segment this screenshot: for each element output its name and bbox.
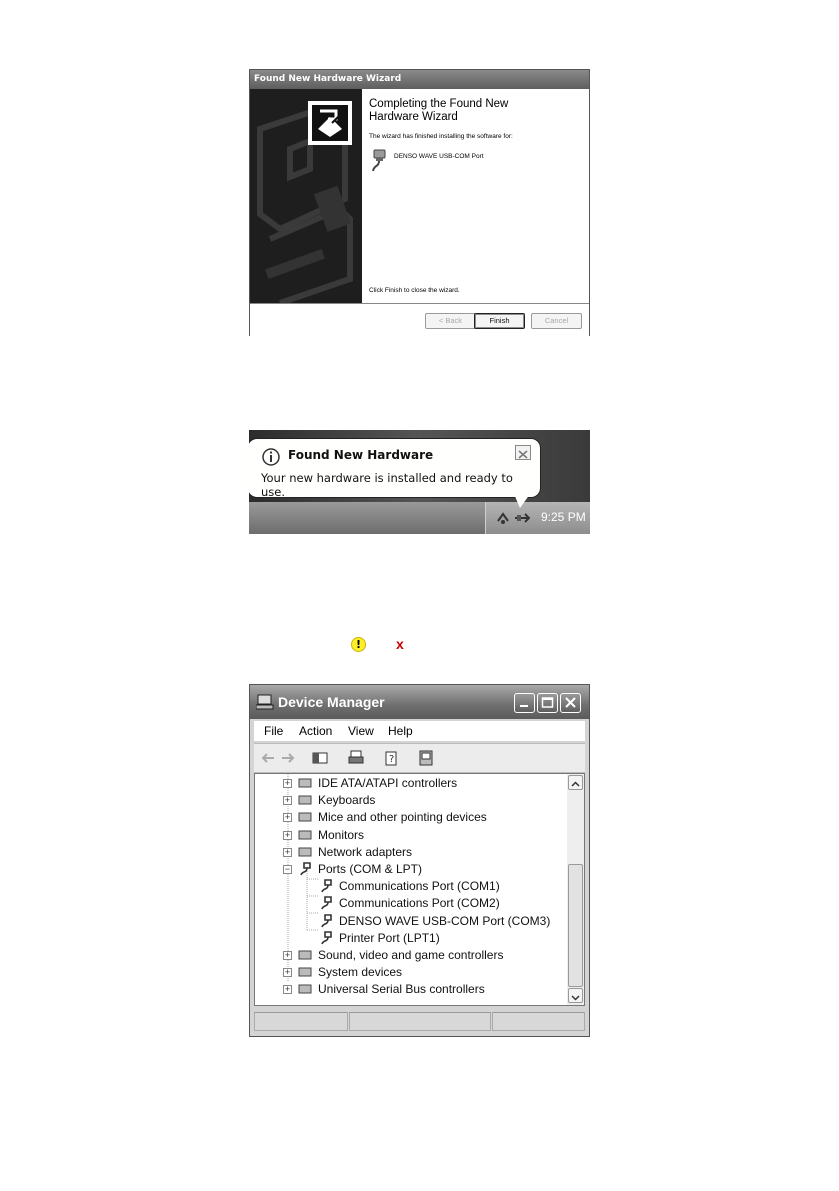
scroll-thumb[interactable]: [568, 864, 583, 987]
expand-collapse-toggle[interactable]: +: [284, 778, 291, 788]
menu-bar: [254, 721, 585, 741]
tree-item-label: Communications Port (COM2): [339, 896, 500, 911]
vertical-scrollbar[interactable]: [567, 774, 584, 1005]
wizard-button-bar: [250, 303, 589, 336]
toolbar: [254, 743, 585, 773]
wizard-device-name: DENSO WAVE USB-COM Port: [394, 153, 484, 160]
menu-view[interactable]: View: [348, 724, 374, 738]
minimize-button[interactable]: [514, 693, 535, 713]
finish-button[interactable]: Finish: [474, 313, 525, 329]
wizard-finish-hint: Click Finish to close the wizard.: [369, 287, 460, 294]
tree-category-item[interactable]: [255, 827, 565, 844]
usb-controller-icon: [297, 982, 313, 996]
close-icon: [516, 448, 530, 461]
svg-text:?: ?: [389, 754, 395, 765]
close-button[interactable]: [560, 693, 581, 713]
monitor-icon: [297, 828, 313, 842]
error-x-icon: x: [396, 636, 404, 652]
balloon-close-button[interactable]: [515, 445, 531, 460]
tree-category-item[interactable]: [255, 792, 565, 809]
expand-collapse-toggle[interactable]: +: [284, 846, 291, 857]
balloon-title: Found New Hardware: [288, 448, 434, 462]
ports-icon: [297, 862, 313, 876]
network-adapter-icon: [297, 845, 313, 859]
printer-port-icon: [318, 931, 334, 945]
tree-category-item[interactable]: [255, 844, 565, 861]
com-port-icon: [318, 896, 334, 910]
tree-category-item[interactable]: [255, 947, 565, 964]
show-hide-console-tree-icon[interactable]: [312, 750, 328, 766]
ide-controller-icon: [297, 776, 313, 790]
taskbar-notification-screenshot: [249, 430, 590, 534]
cancel-button[interactable]: Cancel: [531, 313, 582, 329]
tree-category-item[interactable]: [255, 775, 565, 792]
device-manager-title: Device Manager: [278, 694, 385, 710]
system-tray: [485, 502, 590, 534]
found-new-hardware-wizard-window: [249, 69, 590, 336]
back-arrow-icon[interactable]: [260, 750, 276, 766]
network-tray-icon[interactable]: [496, 511, 510, 525]
print-icon[interactable]: [348, 750, 364, 766]
notification-balloon[interactable]: [249, 438, 541, 498]
wizard-side-graphic: [250, 89, 362, 303]
tree-item-label: IDE ATA/ATAPI controllers: [318, 776, 458, 790]
menu-file[interactable]: File: [264, 724, 284, 738]
device-tree: [254, 773, 585, 1006]
properties-help-icon[interactable]: [384, 750, 400, 766]
tree-item-label: System devices: [318, 965, 403, 980]
balloon-pointer: [514, 494, 530, 508]
tree-item-label: Printer Port (LPT1): [339, 930, 440, 945]
forward-arrow-icon[interactable]: [280, 750, 296, 766]
status-cell: [349, 1012, 491, 1031]
warning-icon: !: [351, 637, 366, 652]
com-port-icon: [318, 914, 334, 928]
wizard-heading-line2: Hardware Wizard: [369, 111, 458, 123]
com-port-icon: [318, 879, 334, 893]
expand-collapse-toggle[interactable]: +: [284, 950, 291, 960]
tree-item-label: Universal Serial Bus controllers: [318, 982, 485, 997]
tree-item-label: Ports (COM & LPT): [318, 862, 423, 876]
tree-child-item[interactable]: [255, 930, 565, 947]
device-manager-window: [249, 684, 590, 1037]
tree-child-item[interactable]: [255, 895, 565, 912]
tray-clock[interactable]: 9:25 PM: [541, 510, 586, 524]
system-devices-icon: [297, 965, 313, 979]
tree-item-label: Communications Port (COM1): [339, 879, 500, 894]
tree-item-label: DENSO WAVE USB-COM Port (COM3): [339, 913, 551, 928]
scroll-up-button[interactable]: [568, 775, 583, 790]
tree-child-item[interactable]: [255, 913, 565, 930]
close-icon: [561, 694, 580, 712]
wizard-heading-line1: Completing the Found New: [369, 98, 509, 110]
expand-collapse-toggle[interactable]: −: [284, 864, 291, 874]
minimize-icon: [515, 694, 534, 712]
wizard-message: The wizard has finished installing the software for:: [369, 133, 513, 140]
sound-icon: [297, 948, 313, 962]
keyboard-icon: [297, 793, 313, 807]
wizard-content: [362, 89, 589, 303]
scan-hardware-changes-icon[interactable]: [418, 750, 434, 766]
info-icon: [262, 448, 280, 466]
computer-icon: [256, 694, 274, 710]
expand-collapse-toggle[interactable]: +: [284, 984, 291, 995]
status-cell: [492, 1012, 585, 1031]
menu-help[interactable]: Help: [388, 724, 413, 738]
tree-category-item[interactable]: [255, 861, 565, 878]
expand-collapse-toggle[interactable]: +: [284, 812, 291, 823]
tree-item-label: Sound, video and game controllers: [318, 948, 504, 962]
tree-category-item[interactable]: [255, 809, 565, 826]
expand-collapse-toggle[interactable]: +: [284, 795, 291, 806]
usb-hardware-tray-icon[interactable]: [514, 511, 530, 525]
tree-item-label: Mice and other pointing devices: [318, 810, 487, 825]
menu-action[interactable]: Action: [299, 724, 333, 738]
wizard-title-bar: Found New Hardware Wizard: [250, 70, 589, 89]
device-manager-title-bar[interactable]: [250, 685, 589, 719]
chevron-down-icon: [569, 991, 582, 1004]
tree-item-label: Monitors: [318, 827, 365, 842]
serial-port-icon: [370, 149, 388, 173]
status-bar: [254, 1012, 585, 1032]
tree-item-label: Network adapters: [318, 844, 413, 859]
mouse-icon: [297, 810, 313, 824]
maximize-button[interactable]: [537, 693, 558, 713]
expand-collapse-toggle[interactable]: +: [284, 967, 291, 978]
tree-category-item[interactable]: [255, 981, 565, 998]
expand-collapse-toggle[interactable]: +: [284, 829, 291, 840]
tree-category-item[interactable]: [255, 964, 565, 981]
scroll-down-button[interactable]: [568, 988, 583, 1003]
hardware-card-graphic: [250, 89, 362, 303]
status-cell: [254, 1012, 348, 1031]
maximize-icon: [538, 694, 557, 712]
balloon-message: Your new hardware is installed and ready to use.: [261, 471, 513, 499]
tree-item-label: Keyboards: [318, 793, 376, 808]
back-button[interactable]: < Back: [425, 313, 476, 329]
tree-child-item[interactable]: [255, 878, 565, 895]
chevron-up-icon: [569, 778, 582, 791]
